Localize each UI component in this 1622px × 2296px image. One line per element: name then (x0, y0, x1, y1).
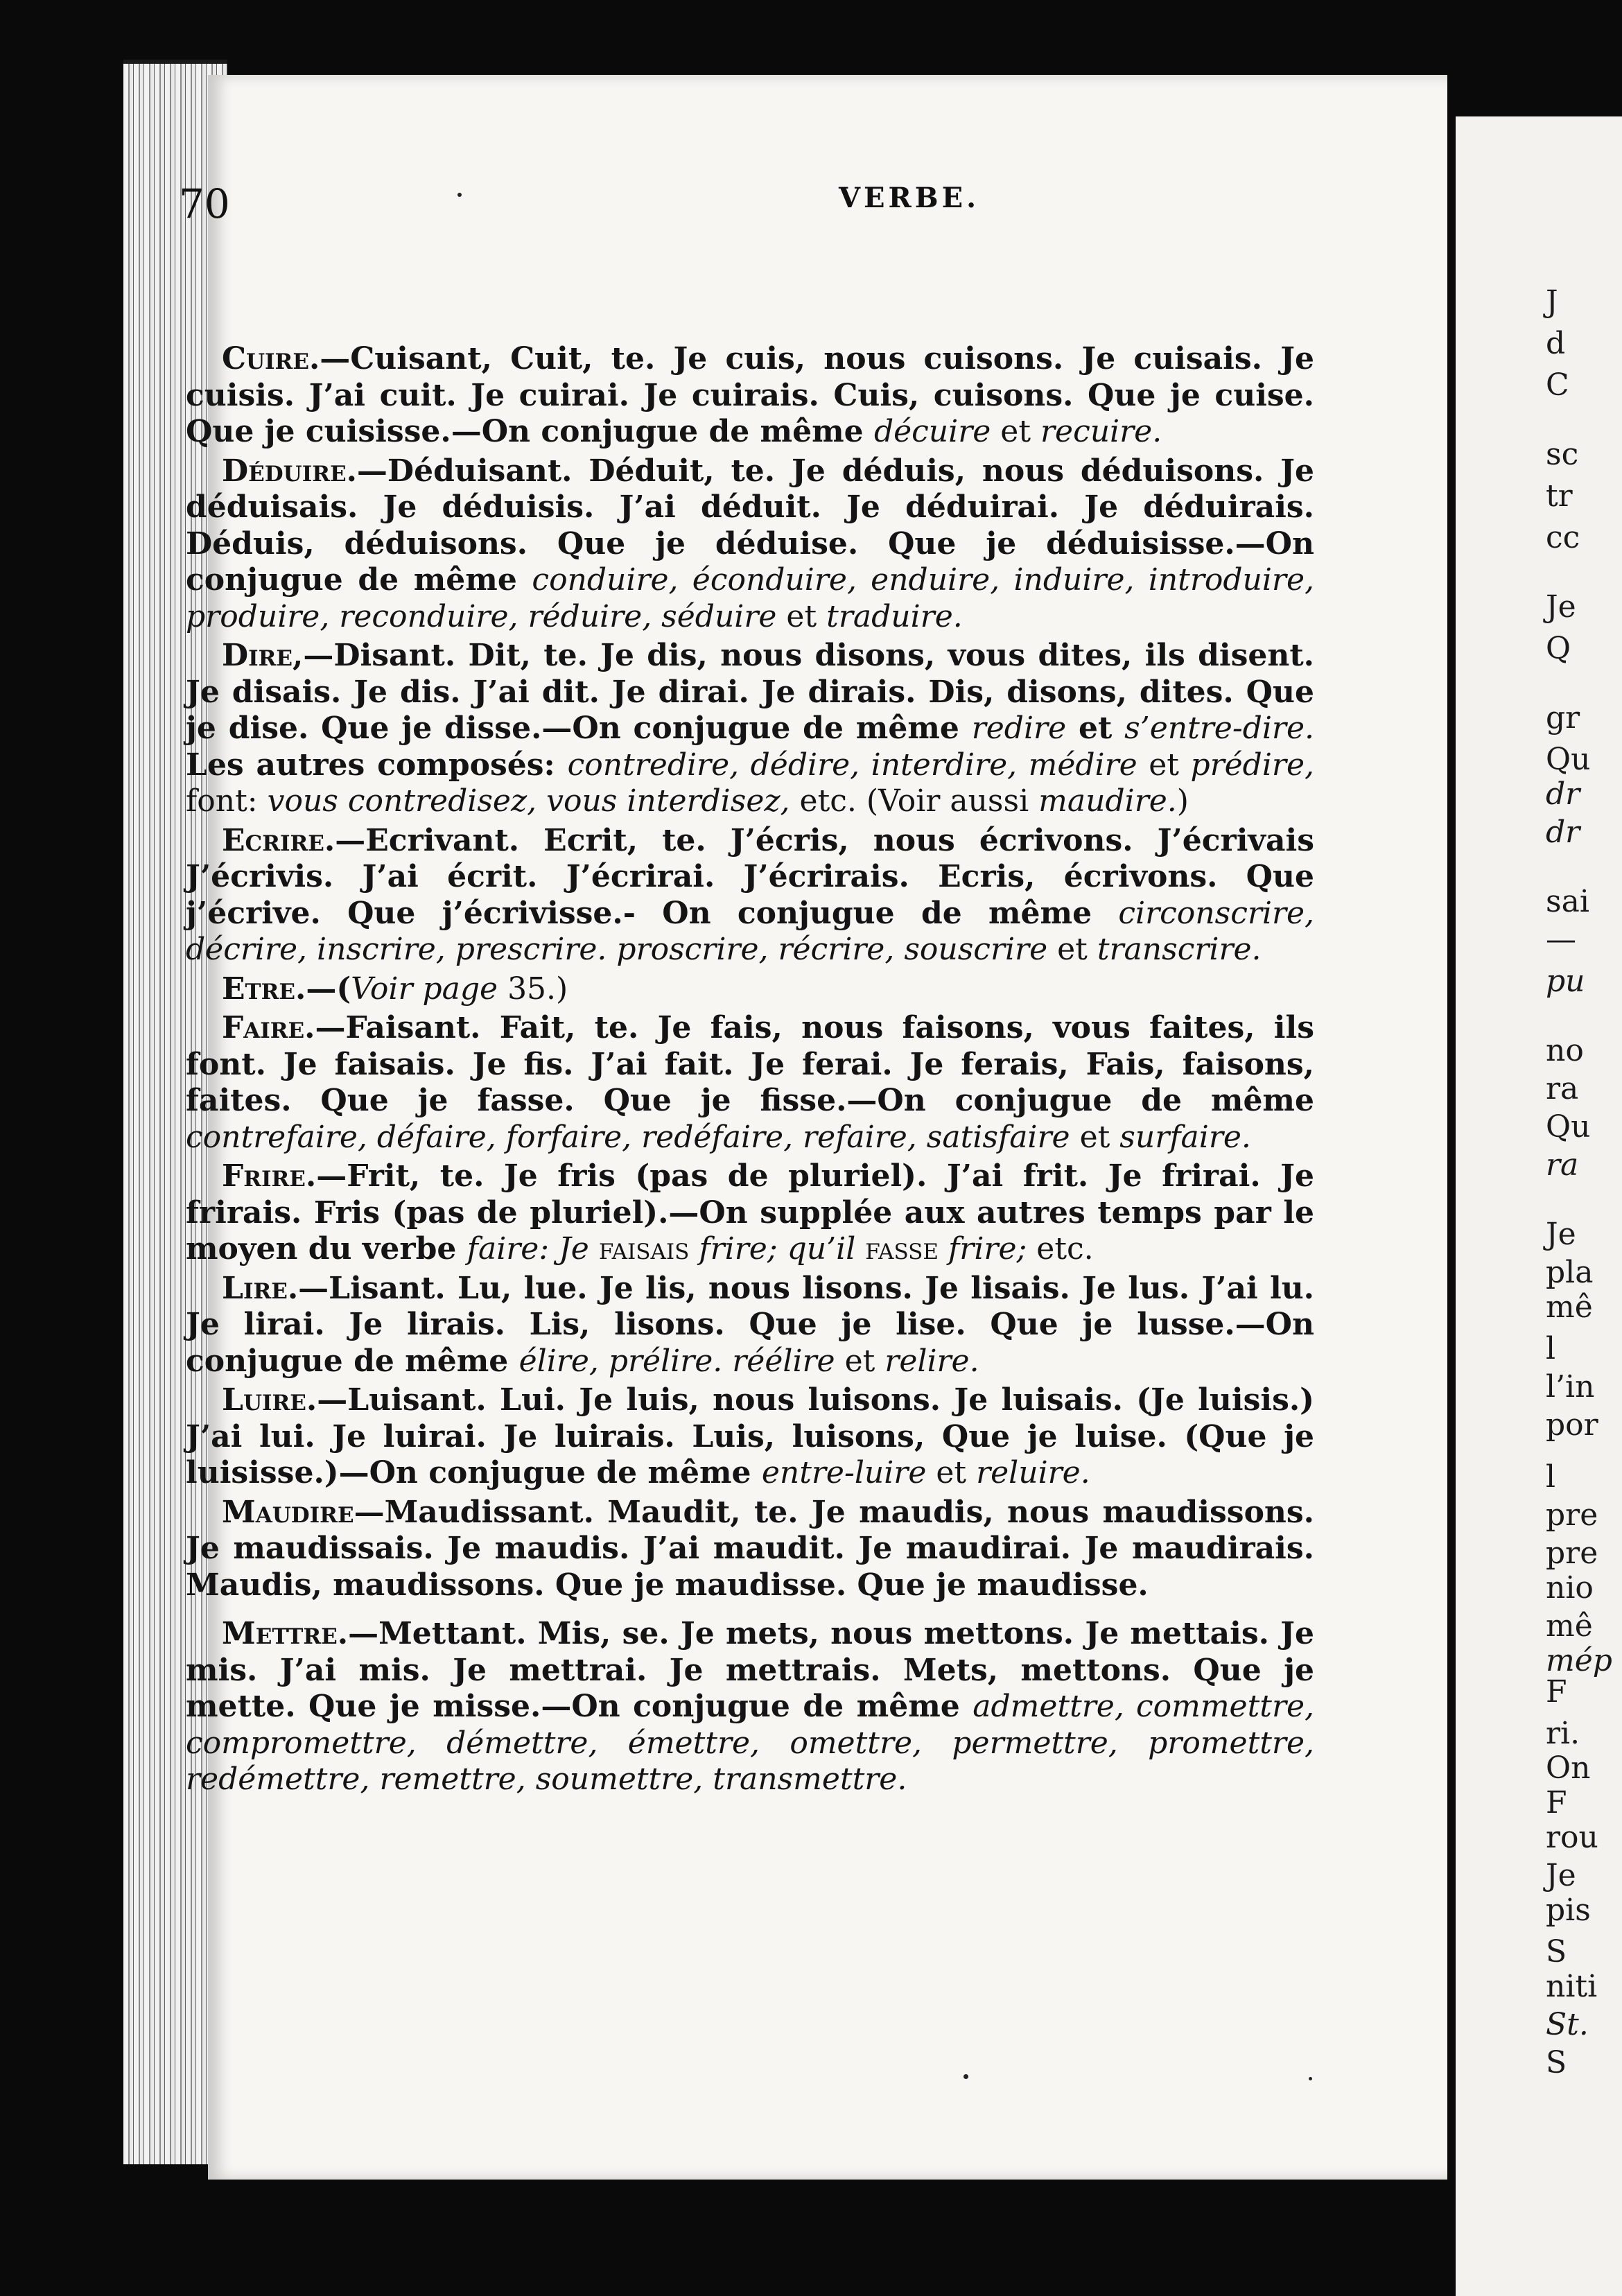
facing-page-fragment: niti (1546, 1969, 1598, 2004)
facing-page-fragment: Qu (1546, 742, 1591, 777)
facing-page-fragment: S (1546, 2045, 1567, 2080)
facing-page (1456, 116, 1622, 2296)
headword: Dire, (222, 638, 304, 673)
facing-page-fragment: dr (1546, 815, 1580, 850)
facing-page-fragment: Je (1546, 1217, 1576, 1252)
speck-mark (963, 2074, 968, 2079)
facing-page-fragment: C (1546, 367, 1569, 403)
entry-luire: Luire.—Luisant. Lui. Je luis, nous luisons. Je luisais. (Je luisis.) J’ai lui. Je luirai. Je luirais. Luis, luisons, Que je luise. (Que je luisisse.)—On conjugue de même entre-luire et reluire. (186, 1382, 1314, 1490)
facing-page-fragment: Q (1546, 631, 1571, 666)
entry-mettre: Mettre.—Mettant. Mis, se. Je mets, nous mettons. Je mettais. Je mis. J’ai mis. Je mettrai. Je mettrais. Mets, mettons. Que je mette. Que je misse.—On conjugue de même admettre, commettre, compromettre, démettre, émettre, omettre, permettre, promettre, redémettre, remettre, soumettre, transmettre. (186, 1616, 1315, 1797)
facing-page-fragment: ra (1546, 1071, 1579, 1106)
entry-lire: Lire.—Lisant. Lu, lue. Je lis, nous lisons. Je lisais. Je lus. J’ai lu. Je lirai. Je lirais. Lis, lisons. Que je lise. Que je lusse.—On conjugue de même élire, prélire. réélire et relire. (186, 1270, 1314, 1379)
entry-etre: Etre.—(Voir page 35.) (222, 971, 568, 1007)
facing-page-fragment: mép (1546, 1643, 1612, 1678)
speck-mark (457, 193, 462, 197)
entry-cuire: Cuire.—Cuisant, Cuit, te. Je cuis, nous cuisons. Je cuisais. Je cuisis. J’ai cuit. Je cuirai. Je cuirais. Cuis, cuisons. Que je cuise. Que je cuisisse.—On conjugue de même décuire et recuire. (186, 341, 1314, 449)
facing-page-fragment: d (1546, 326, 1566, 361)
facing-page-fragment: l (1546, 1331, 1556, 1366)
headword: Etre. (222, 971, 306, 1007)
facing-page-fragment: sai (1546, 884, 1589, 919)
facing-page-fragment: mê (1546, 1608, 1593, 1644)
speck-mark (1309, 2077, 1312, 2080)
headword: Faire. (222, 1010, 315, 1045)
facing-page-fragment: nio (1546, 1570, 1594, 1606)
headword: Lire. (222, 1270, 299, 1306)
entry-ecrire: Ecrire.—Ecrivant. Ecrit, te. J’écris, nous écrivons. J’écrivais J’écrivis. J’ai écrit. J’écrirai. J’écrirais. Ecris, écrivons. Que j’écrive. Que j’écrivisse.- On conjugue de même circonscrire, décrire, inscrire, prescrire. proscrire, récrire, souscrire et transcrire. (186, 822, 1314, 967)
facing-page-fragment: no (1546, 1033, 1584, 1068)
headword: Cuire. (222, 341, 320, 376)
facing-page-fragment: pu (1546, 964, 1585, 999)
facing-page-fragment: l’in (1546, 1369, 1595, 1404)
entry-frire: Frire.—Frit, te. Je fris (pas de pluriel). J’ai frit. Je frirai. Je frirais. Fris (pas de pluriel).—On supplée aux autres temps par le moyen du verbe faire: Je faisais frire; qu’il fasse frire; etc. (186, 1158, 1314, 1267)
facing-page-fragment: mê (1546, 1289, 1593, 1325)
headword: Mettre. (222, 1616, 349, 1651)
facing-page-fragment: pre (1546, 1536, 1598, 1571)
facing-page-fragment: Qu (1546, 1109, 1591, 1145)
headword: Luire. (222, 1382, 317, 1418)
facing-page-fragment: rou (1546, 1820, 1598, 1855)
facing-page-fragment: Je (1546, 589, 1576, 625)
facing-page-fragment: cc (1546, 520, 1580, 555)
facing-page-fragment: On (1546, 1750, 1591, 1786)
facing-page-fragment: S (1546, 1934, 1567, 1969)
facing-page-fragment: ra (1546, 1147, 1579, 1183)
facing-page-fragment: pre (1546, 1497, 1598, 1533)
facing-page-fragment: dr (1546, 776, 1580, 812)
facing-page-fragment: sc (1546, 437, 1579, 472)
facing-page-fragment: por (1546, 1407, 1598, 1443)
page-number: 70 (179, 180, 230, 227)
headword: Frire (222, 1158, 306, 1194)
facing-page-fragment: F (1546, 1785, 1567, 1820)
facing-page-fragment: tr (1546, 478, 1573, 514)
headword: Déduire. (222, 453, 357, 489)
entry-maudire: Maudire—Maudissant. Maudit, te. Je maudis, nous maudissons. Je maudissais. Je maudis. J’ai maudit. Je maudirai. Je maudirais. Maudis, maudissons. Que je maudisse. Que je maudisse. (186, 1494, 1314, 1603)
headword: Maudire (222, 1494, 354, 1530)
facing-page-fragment: — (1546, 922, 1576, 957)
facing-page-fragment: pla (1546, 1255, 1594, 1290)
entry-deduire: Déduire.—Déduisant. Déduit, te. Je déduis, nous déduisons. Je déduisais. Je déduisis. J’ai déduit. Je déduirai. Je déduirais. Déduis, déduisons. Que je déduise. Que je déduisisse.—On conjugue de même conduire, éconduire, enduire, induire, introduire, produire, reconduire, réduire, séduire et traduire. (186, 453, 1314, 634)
running-head: VERBE. (839, 182, 979, 214)
facing-page-fragment: ri. (1546, 1716, 1580, 1751)
facing-page-fragment: pis (1546, 1893, 1591, 1928)
entry-faire: Faire.—Faisant. Fait, te. Je fais, nous faisons, vous faites, ils font. Je faisais. Je fis. J’ai fait. Je ferai. Je ferais, Fais, faisons, faites. Que je fasse. Que je fisse.—On conjugue de même contrefaire, défaire, forfaire, redéfaire, refaire, satisfaire et surfaire. (186, 1010, 1314, 1155)
facing-page-fragment: l (1546, 1459, 1556, 1495)
facing-page-fragment: gr (1546, 700, 1580, 736)
facing-page-fragment: F (1546, 1674, 1567, 1710)
facing-page-fragment: J (1546, 284, 1558, 320)
verb-entries (186, 341, 1314, 1801)
facing-page-fragment: St. (1546, 2007, 1589, 2042)
entry-dire: Dire,—Disant. Dit, te. Je dis, nous disons, vous dites, ils disent. Je disais. Je dis. J’ai dit. Je dirai. Je dirais. Dis, disons, dites. Que je dise. Que je disse.—On conjugue de même redire et s’entre-dire. Les autres composés: contredire, dédire, interdire, médire et prédire, font: vous contredisez, vous interdisez, etc. (Voir aussi maudire.) (186, 638, 1314, 819)
facing-page-fragment: Je (1546, 1858, 1576, 1893)
headword: Ecrire. (222, 822, 335, 858)
